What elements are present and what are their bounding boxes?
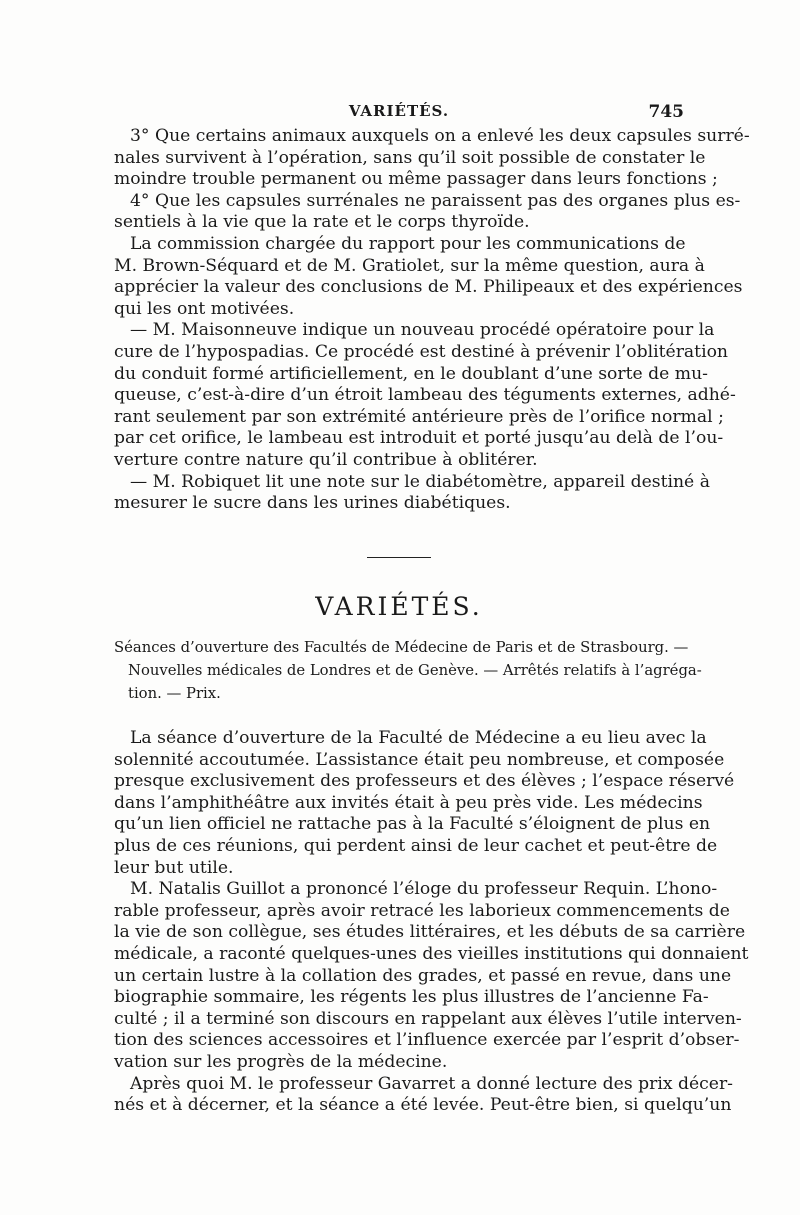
text-line: dans l’amphithéâtre aux invités était à peu près vide. Les médecins [114,792,703,813]
text-line: — M. Robiquet lit une note sur le diabétomètre, appareil destiné à [130,471,710,492]
text-line: rant seulement par son extrémité antérieure près de l’orifice normal ; [114,406,724,427]
text-line: un certain lustre à la collation des grades, et passé en revue, dans une [114,965,732,986]
text-line: nés et à décerner, et la séance a été levée. Peut-être bien, si quelqu’un [114,1095,732,1116]
body-text-top [114,126,750,515]
text-line: la vie de son collègue, ses études littéraires, et les débuts de sa carrière [114,922,746,943]
text-line: vation sur les progrès de la médecine. [114,1051,448,1072]
text-line: M. Natalis Guillot a prononcé l’éloge du professeur Requin. L’hono- [130,879,718,900]
text-line: leur but utile. [114,857,234,878]
page-number: 745 [648,102,684,122]
text-line: du conduit formé artificiellement, en le doublant d’une sorte de mu- [114,363,708,384]
text-line: mesurer le sucre dans les urines diabétiques. [114,493,511,514]
section-title: VARIÉTÉS. [315,592,483,621]
summary-line: tion. — Prix. [128,685,221,702]
text-line: verture contre nature qu’il contribue à oblitérer. [114,449,538,470]
text-line: nales survivent à l’opération, sans qu’il soit possible de constater le [114,147,706,168]
text-line: qui les ont motivées. [114,298,295,319]
text-line: La séance d’ouverture de la Faculté de Médecine a eu lieu avec la [130,728,707,748]
summary-line: Séances d’ouverture des Facultés de Médecine de Paris et de Strasbourg. — [114,639,689,656]
body-text-bottom [114,728,749,1117]
text-line: qu’un lien officiel ne rattache pas à la Faculté s’éloignent de plus en [114,814,711,835]
text-line: queuse, c’est-à-dire d’un étroit lambeau des téguments externes, adhé- [114,385,736,406]
text-line: apprécier la valeur des conclusions de M. Philipeaux et des expériences [114,277,743,298]
text-line: 4° Que les capsules surrénales ne paraissent pas des organes plus es- [130,190,741,211]
text-line: — M. Maisonneuve indique un nouveau procédé opératoire pour la [130,320,715,341]
text-line: tion des sciences accessoires et l’influence exercée par l’esprit d’obser- [114,1030,740,1051]
section-summary [114,636,702,705]
text-line: solennité accoutumée. L’assistance était peu nombreuse, et composée [114,749,725,770]
text-line: culté ; il a terminé son discours en rappelant aux élèves l’utile interven- [114,1008,742,1029]
text-line: Après quoi M. le professeur Gavarret a donné lecture des prix décer- [130,1073,733,1094]
section-divider [367,557,431,558]
text-line: sentiels à la vie que la rate et le corps thyroïde. [114,212,530,233]
text-line: médicale, a raconté quelques-unes des vieilles institutions qui donnaient [114,943,749,964]
text-line: cure de l’hypospadias. Ce procédé est destiné à prévenir l’oblitération [114,341,728,362]
text-line: La commission chargée du rapport pour les communications de [130,233,686,254]
text-line: M. Brown-Séquard et de M. Gratiolet, sur la même question, aura à [114,255,705,276]
text-line: presque exclusivement des professeurs et des élèves ; l’espace réservé [114,771,735,792]
text-line: rable professeur, après avoir retracé les laborieux commencements de [114,900,730,921]
page-header [114,102,684,124]
text-line: 3° Que certains animaux auxquels on a enlevé les deux capsules surré- [130,126,750,146]
text-line: par cet orifice, le lambeau est introduit et porté jusqu’au delà de l’ou- [114,428,724,449]
text-line: biographie sommaire, les régents les plus illustres de l’ancienne Fa- [114,987,709,1008]
summary-line: Nouvelles médicales de Londres et de Genève. — Arrêtés relatifs à l’agréga- [128,662,702,679]
text-line: plus de ces réunions, qui perdent ainsi de leur cachet et peut-être de [114,835,718,856]
running-title: VARIÉTÉS. [348,102,450,120]
text-line: moindre trouble permanent ou même passager dans leurs fonctions ; [114,169,718,190]
